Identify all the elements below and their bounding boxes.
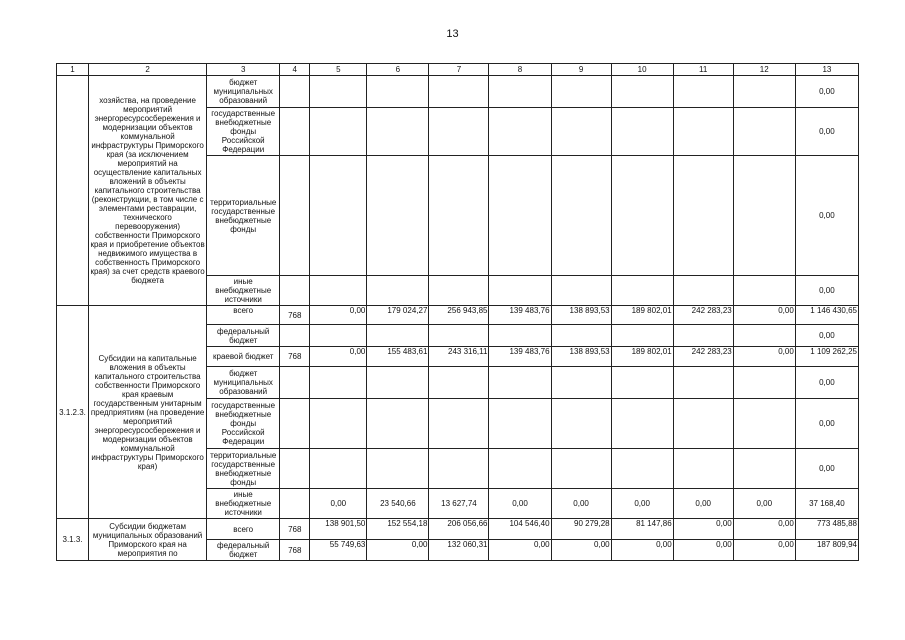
value-cell: 179 024,27 [367, 306, 429, 325]
total-cell: 187 809,94 [795, 540, 858, 561]
total-cell: 0,00 [795, 76, 858, 108]
value-cell: 23 540,66 [367, 489, 429, 519]
column-header: 2 [89, 64, 207, 76]
value-cell: 0,00 [489, 489, 551, 519]
source-cell: иные внебюджетные источники [207, 276, 280, 306]
source-cell: бюджет муниципальных образований [207, 367, 280, 399]
value-cell: 242 283,23 [673, 306, 733, 325]
value-cell: 0,00 [310, 306, 367, 325]
source-cell: территориальные государственные внебюджетные фонды [207, 449, 280, 489]
value-cell: 90 279,28 [551, 519, 611, 540]
total-cell: 37 168,40 [795, 489, 858, 519]
value-cell: 0,00 [367, 540, 429, 561]
value-cell: 0,00 [611, 540, 673, 561]
column-header: 5 [310, 64, 367, 76]
total-cell: 0,00 [795, 399, 858, 449]
measure-description: хозяйства, на проведение мероприятий энергоресурсосбережения и модернизации объектов коммунальной инфраструктуры Приморского края (за исключением мероприятий на осуществление капитальных вложений в объекты капитального строительства (реконструкции, в том числе с элементами реставрации, технического перевооружения) собственности Приморского края и приобретение объектов недвижимого имущества в собственность Приморского края) за счет средств краевого бюджета [89, 76, 207, 306]
column-header: 7 [429, 64, 489, 76]
value-cell: 189 802,01 [611, 347, 673, 367]
total-cell: 1 146 430,65 [795, 306, 858, 325]
value-cell: 0,00 [733, 489, 795, 519]
column-header: 10 [611, 64, 673, 76]
value-cell: 155 483,61 [367, 347, 429, 367]
column-header: 4 [280, 64, 310, 76]
measure-description: Субсидии бюджетам муниципальных образований Приморского края на мероприятия по [89, 519, 207, 561]
source-cell: территориальные государственные внебюджетные фонды [207, 156, 280, 276]
value-cell: 256 943,85 [429, 306, 489, 325]
value-cell: 242 283,23 [673, 347, 733, 367]
source-cell: краевой бюджет [207, 347, 280, 367]
value-cell: 0,00 [551, 540, 611, 561]
value-cell: 0,00 [310, 347, 367, 367]
source-cell: иные внебюджетные источники [207, 489, 280, 519]
source-cell: государственные внебюджетные фонды Российской Федерации [207, 399, 280, 449]
value-cell: 0,00 [733, 540, 795, 561]
column-header: 12 [733, 64, 795, 76]
table-row [57, 76, 859, 108]
value-cell: 138 893,53 [551, 306, 611, 325]
value-cell: 0,00 [673, 489, 733, 519]
code-cell [57, 76, 89, 306]
page-number: 13 [446, 28, 459, 40]
grbs-cell: 768 [280, 306, 310, 325]
value-cell: 0,00 [733, 519, 795, 540]
source-cell: федеральный бюджет [207, 325, 280, 347]
total-cell: 1 109 262,25 [795, 347, 858, 367]
source-cell: всего [207, 306, 280, 325]
table-row [57, 519, 859, 540]
source-cell: федеральный бюджет [207, 540, 280, 561]
column-header: 8 [489, 64, 551, 76]
column-header: 3 [207, 64, 280, 76]
value-cell: 138 893,53 [551, 347, 611, 367]
code-cell: 3.1.2.3. [57, 306, 89, 519]
total-cell: 0,00 [795, 156, 858, 276]
value-cell: 0,00 [611, 489, 673, 519]
total-cell: 0,00 [795, 325, 858, 347]
value-cell: 243 316,11 [429, 347, 489, 367]
budget-table [56, 63, 859, 561]
value-cell: 139 483,76 [489, 306, 551, 325]
value-cell: 189 802,01 [611, 306, 673, 325]
table-row [57, 306, 859, 325]
value-cell: 0,00 [489, 540, 551, 561]
value-cell: 13 627,74 [429, 489, 489, 519]
value-cell: 206 056,66 [429, 519, 489, 540]
total-cell: 0,00 [795, 108, 858, 156]
column-header: 1 [57, 64, 89, 76]
value-cell: 0,00 [673, 540, 733, 561]
value-cell: 0,00 [733, 347, 795, 367]
value-cell: 81 147,86 [611, 519, 673, 540]
total-cell: 773 485,88 [795, 519, 858, 540]
value-cell: 0,00 [673, 519, 733, 540]
column-header: 13 [795, 64, 858, 76]
total-cell: 0,00 [795, 276, 858, 306]
value-cell: 0,00 [310, 489, 367, 519]
value-cell: 152 554,18 [367, 519, 429, 540]
source-cell: государственные внебюджетные фонды Российской Федерации [207, 108, 280, 156]
header-row [57, 64, 859, 76]
value-cell: 55 749,63 [310, 540, 367, 561]
value-cell: 139 483,76 [489, 347, 551, 367]
grbs-cell: 768 [280, 519, 310, 540]
code-cell: 3.1.3. [57, 519, 89, 561]
value-cell: 138 901,50 [310, 519, 367, 540]
measure-description: Субсидии на капитальные вложения в объекты капитального строительства собственности Приморского края краевым государственным унитарным предприятиям (на проведение мероприятий энергоресурсосбережения и модернизации объектов коммунальной инфраструктуры Приморского края) [89, 306, 207, 519]
source-cell: всего [207, 519, 280, 540]
total-cell: 0,00 [795, 449, 858, 489]
source-cell: бюджет муниципальных образований [207, 76, 280, 108]
value-cell: 104 546,40 [489, 519, 551, 540]
value-cell: 132 060,31 [429, 540, 489, 561]
value-cell: 0,00 [733, 306, 795, 325]
grbs-cell: 768 [280, 540, 310, 561]
total-cell: 0,00 [795, 367, 858, 399]
grbs-cell: 768 [280, 347, 310, 367]
column-header: 6 [367, 64, 429, 76]
column-header: 9 [551, 64, 611, 76]
column-header: 11 [673, 64, 733, 76]
value-cell: 0,00 [551, 489, 611, 519]
